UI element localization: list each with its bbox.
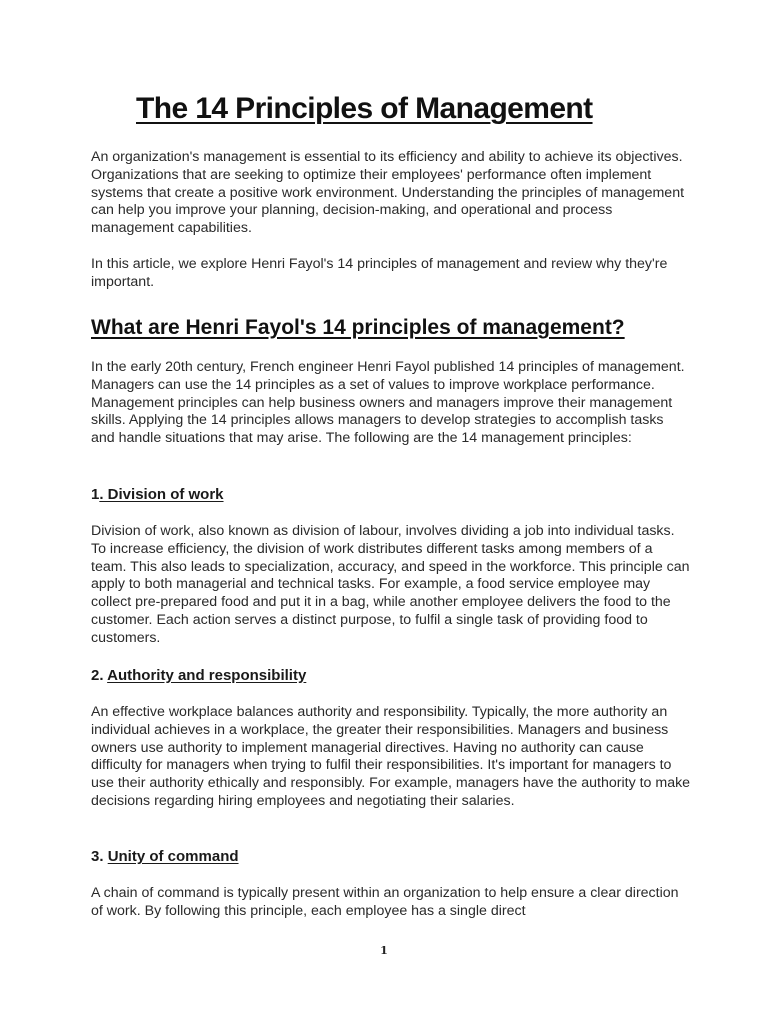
section-heading: What are Henri Fayol's 14 principles of management? (91, 316, 625, 339)
principle-number: 3. (91, 848, 108, 865)
principle-text-2: An effective workplace balances authority and responsibility. Typically, the more authority an individual achieves in a workplace, the greater their responsibilities. Managers and business owners use authority to implement managerial directives. Having no authority can cause difficulty for managers when trying to fulfil their responsibilities. It's important for managers to use their authority ethically and responsibly. For example, managers have the authority to make decisions regarding hiring employees and negotiating their salaries. (91, 704, 691, 809)
principle-heading-2 (91, 667, 306, 684)
principle-text-1: Division of work, also known as division of labour, involves dividing a job into individual tasks. To increase efficiency, the division of work distributes different tasks among members of a team. This also leads to specialization, accuracy, and speed in the workforce. This principle can apply to both managerial and technical tasks. For example, a food service employee may collect pre-prepared food and put it in a bag, while another employee delivers the food to the customer. Each action serves a distinct purpose, to fulfil a single task of providing food to customers. (91, 523, 690, 646)
principle-number: 1 (91, 486, 100, 503)
principle-title: . Division of work (99, 486, 224, 503)
page-title: The 14 Principles of Management (136, 92, 593, 125)
principle-heading-1 (91, 486, 224, 503)
page-number: 1 (380, 944, 388, 957)
intro-paragraph-2: In this article, we explore Henri Fayol's 14 principles of management and review why they're important. (91, 256, 668, 290)
principle-text-3: A chain of command is typically present within an organization to help ensure a clear direction of work. By following this principle, each employee has a single direct (91, 885, 679, 919)
intro-paragraph-1: An organization's management is essential to its efficiency and ability to achieve its objectives. Organizations that are seeking to optimize their employees' performance often implement systems that create a positive work environment. Understanding the principles of management can help you improve your planning, decision-making, and operational and process management capabilities. (91, 149, 685, 237)
principle-number: 2. (91, 667, 108, 684)
principle-heading-3 (91, 848, 239, 865)
section-paragraph: In the early 20th century, French engineer Henri Fayol published 14 principles of management. Managers can use the 14 principles as a set of values to improve workplace performance. Management principles can help business owners and managers improve their management skills. Applying the 14 principles allows managers to develop strategies to accomplish tasks and handle situations that may arise. The following are the 14 management principles: (91, 359, 685, 447)
principle-title: Authority and responsibility (107, 667, 307, 684)
principle-title: Unity of command (107, 848, 239, 865)
